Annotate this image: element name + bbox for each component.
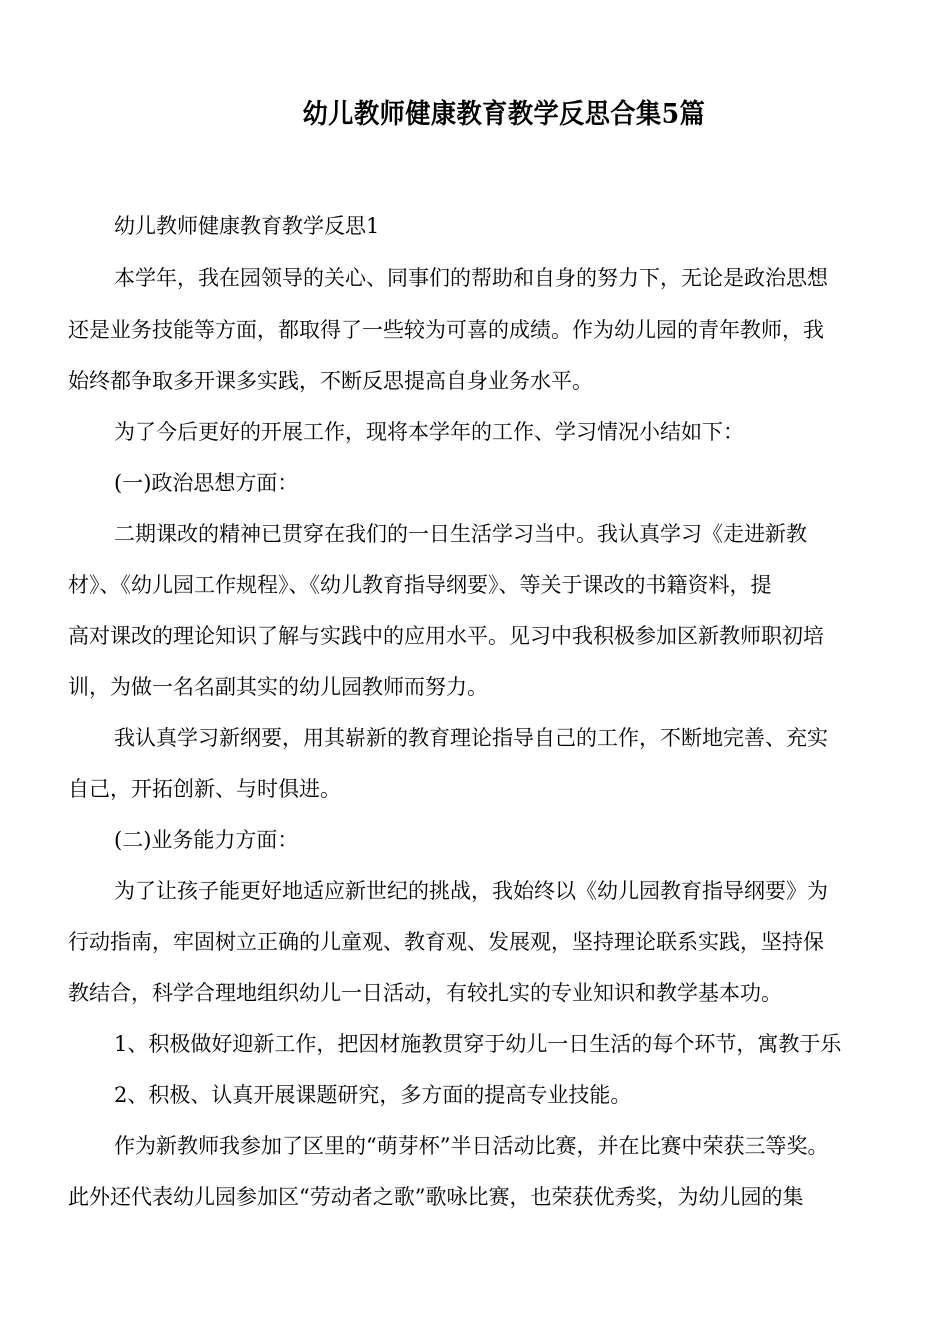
paragraph-line: 训，为做一名名副其实的幼儿园教师而努力。 — [68, 675, 488, 699]
paragraph-line: 行动指南，牢固树立正确的儿童观、教育观、发展观，坚持理论联系实践，坚持保 — [68, 930, 824, 954]
paragraph-line: 还是业务技能等方面，都取得了一些较为可喜的成绩。作为幼儿园的青年教师，我 — [68, 318, 824, 342]
paragraph-line: 始终都争取多开课多实践，不断反思提高自身业务水平。 — [68, 369, 593, 393]
paragraph-line: 此外还代表幼儿园参加区“劳动者之歌”歌咏比赛，也荣获优秀奖，为幼儿园的集 — [68, 1185, 804, 1209]
list-item: 2、积极、认真开展课题研究，多方面的提高专业技能。 — [114, 1083, 632, 1107]
paragraph-line: 材》、《幼儿园工作规程》、《幼儿教育指导纲要》、等关于课改的书籍资料，提 — [68, 573, 772, 597]
subsection-heading: (二)业务能力方面： — [114, 828, 299, 852]
paragraph-line: 高对课改的理论知识了解与实践中的应用水平。见习中我积极参加区新教师职初培 — [68, 624, 824, 648]
paragraph-line: 教结合，科学合理地组织幼儿一日活动，有较扎实的专业知识和教学基本功。 — [68, 981, 782, 1005]
paragraph-line: 作为新教师我参加了区里的“萌芽杯”半日活动比赛，并在比赛中荣获三等奖。 — [114, 1134, 829, 1158]
subsection-heading: (一)政治思想方面： — [114, 471, 299, 495]
list-item: 1、积极做好迎新工作，把因材施教贯穿于幼儿一日生活的每个环节，寓教于乐 — [114, 1032, 842, 1056]
paragraph-line: 我认真学习新纲要，用其崭新的教育理论指导自己的工作，不断地完善、充实 — [114, 726, 828, 750]
paragraph-line: 为了让孩子能更好地适应新世纪的挑战，我始终以《幼儿园教育指导纲要》为 — [114, 879, 828, 903]
paragraph-line: 为了今后更好的开展工作，现将本学年的工作、学习情况小结如下： — [114, 420, 744, 444]
paragraph-line: 自己，开拓创新、与时俱进。 — [68, 777, 341, 801]
document-title: 幼儿教师健康教育教学反思合集5篇 — [302, 99, 706, 130]
section-heading: 幼儿教师健康教育教学反思1 — [114, 214, 380, 238]
paragraph-line: 二期课改的精神已贯穿在我们的一日生活学习当中。我认真学习《走进新教 — [114, 522, 807, 546]
paragraph-line: 本学年，我在园领导的关心、同事们的帮助和自身的努力下，无论是政治思想 — [114, 266, 828, 290]
